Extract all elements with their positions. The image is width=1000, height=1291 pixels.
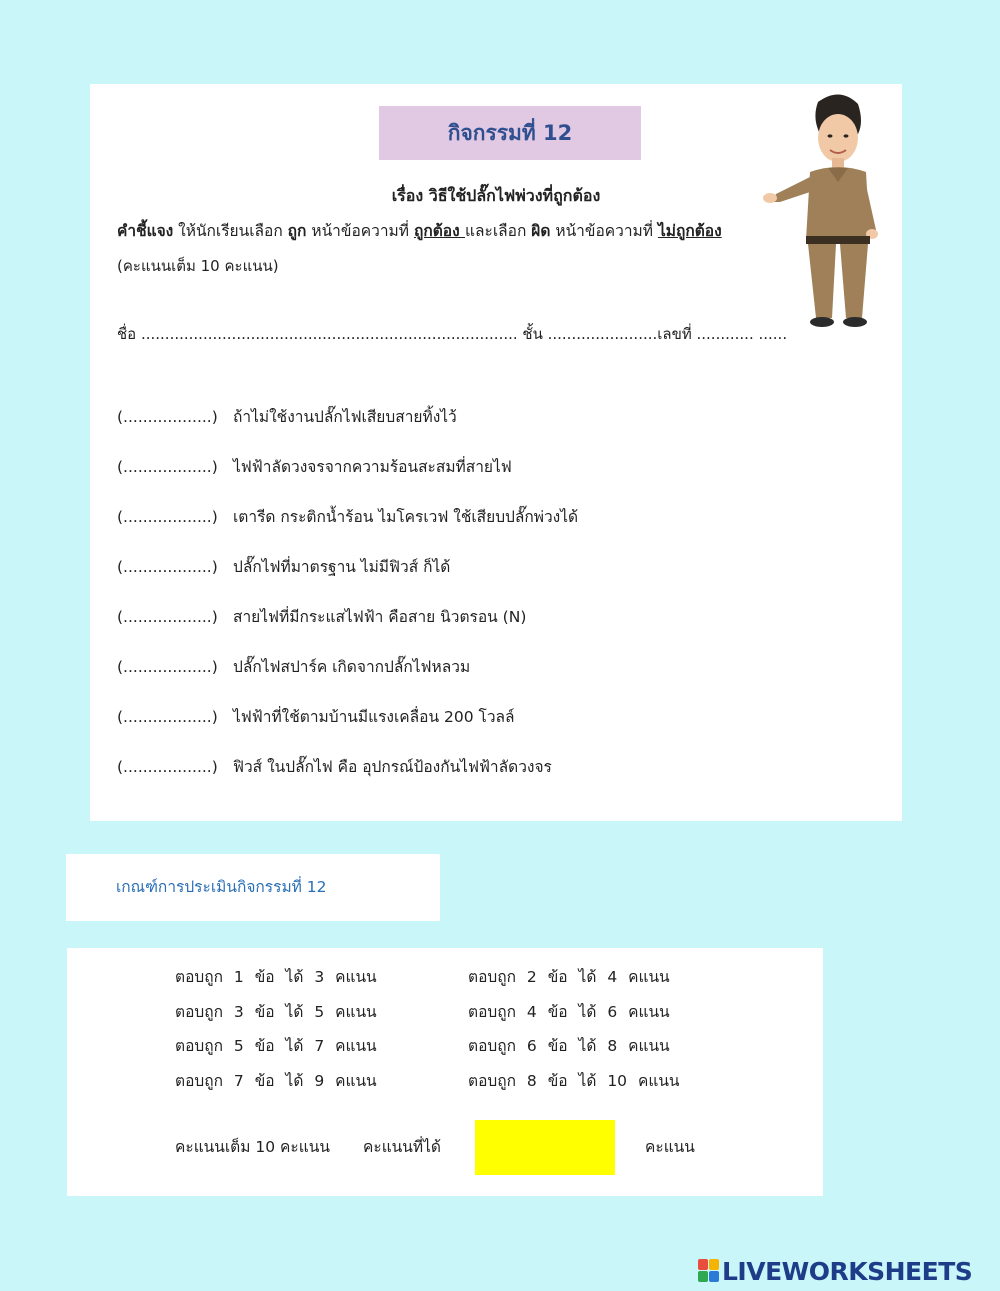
answer-blank[interactable]: (..................): [117, 408, 218, 426]
liveworksheets-logo[interactable]: [698, 1256, 972, 1286]
answer-blank[interactable]: (..................): [117, 508, 218, 526]
instructions-is-wrong: ไม่ถูกต้อง: [657, 222, 722, 240]
full-score-note: (คะแนนเต็ม 10 คะแนน): [117, 257, 279, 275]
instructions-wrong-word: ผิด: [531, 222, 551, 240]
liveworksheets-logo-text: LIVEWORKSHEETS: [722, 1256, 973, 1286]
criteria-header-panel: [66, 854, 440, 921]
instructions-text-3: และเลือก: [465, 222, 532, 240]
instructions-text-4: หน้าข้อความที่: [550, 222, 658, 240]
answer-blank[interactable]: (..................): [117, 658, 218, 676]
criteria-row: ตอบถูก 1 ข้อ ได้ 3 คแนน: [175, 968, 377, 986]
criteria-row: ตอบถูก 2 ข้อ ได้ 4 คแนน: [468, 968, 670, 986]
question-text: ฟิวส์ ในปลั๊กไฟ คือ อุปกรณ์ป้องกันไฟฟ้าลัดวงจร: [233, 758, 552, 776]
activity-title: กิจกรรมที่ 12: [379, 106, 641, 160]
question-row: [117, 654, 470, 679]
question-text: ไฟฟ้าลัดวงจรจากความร้อนสะสมที่สายไฟ: [233, 458, 512, 476]
name-line: ชื่อ ............................................................................... ชั้น .......................เลขที่ ............ ......: [117, 325, 788, 343]
score-unit-label: คะแนน: [645, 1138, 695, 1156]
score-input[interactable]: [475, 1120, 615, 1175]
question-row: [117, 454, 512, 479]
question-row: [117, 504, 578, 529]
total-score-label: คะแนนเต็ม 10 คะแนน: [175, 1138, 330, 1156]
instructions-label: คำชี้แจง: [117, 222, 174, 240]
worksheet-panel: [90, 84, 902, 821]
question-row: [117, 554, 450, 579]
question-text: ปลั๊กไฟที่มาตรฐาน ไม่มีฟิวส์ ก็ได้: [233, 558, 451, 576]
criteria-title: เกณฑ์การประเมินกิจกรรมที่ 12: [116, 878, 327, 896]
answer-blank[interactable]: (..................): [117, 758, 218, 776]
question-row: [117, 704, 515, 729]
instructions-text-1: ให้นักเรียนเลือก: [173, 222, 288, 240]
answer-blank[interactable]: (..................): [117, 708, 218, 726]
question-text: ไฟฟ้าที่ใช้ตามบ้านมีแรงเคลื่อน 200 โวลล์: [233, 708, 515, 726]
criteria-row: ตอบถูก 8 ข้อ ได้ 10 คแนน: [468, 1072, 680, 1090]
instructions-is-correct: ถูกต้อง: [413, 222, 466, 240]
liveworksheets-logo-icon: [698, 1259, 720, 1283]
question-text: ถ้าไม่ใช้งานปลั๊กไฟเสียบสายทิ้งไว้: [233, 408, 457, 426]
question-row: [117, 754, 552, 779]
question-text: สายไฟที่มีกระแสไฟฟ้า คือสาย นิวตรอน (N): [233, 608, 527, 626]
question-text: ปลั๊กไฟสปาร์ค เกิดจากปลั๊กไฟหลวม: [233, 658, 471, 676]
criteria-row: ตอบถูก 5 ข้อ ได้ 7 คแนน: [175, 1037, 377, 1055]
criteria-panel: [67, 948, 823, 1196]
criteria-row: ตอบถูก 7 ข้อ ได้ 9 คแนน: [175, 1072, 377, 1090]
answer-blank[interactable]: (..................): [117, 458, 218, 476]
instructions: [117, 218, 722, 243]
criteria-row: ตอบถูก 6 ข้อ ได้ 8 คแนน: [468, 1037, 670, 1055]
answer-blank[interactable]: (..................): [117, 608, 218, 626]
criteria-row: ตอบถูก 4 ข้อ ได้ 6 คแนน: [468, 1003, 670, 1021]
question-row: [117, 404, 457, 429]
question-text: เตารีด กระติกน้ำร้อน ไมโครเวฟ ใช้เสียบปลั๊กพ่วงได้: [233, 508, 579, 526]
criteria-row: ตอบถูก 3 ข้อ ได้ 5 คแนน: [175, 1003, 377, 1021]
subject-heading: เรื่อง วิธีใช้ปลั๊กไฟพ่วงที่ถูกต้อง: [391, 186, 601, 205]
question-row: [117, 604, 526, 629]
obtained-score-label: คะแนนที่ได้: [363, 1138, 441, 1156]
teacher-illustration: [758, 90, 898, 330]
answer-blank[interactable]: (..................): [117, 558, 218, 576]
instructions-text-2: หน้าข้อความที่: [306, 222, 414, 240]
instructions-correct-word: ถูก: [287, 222, 307, 240]
